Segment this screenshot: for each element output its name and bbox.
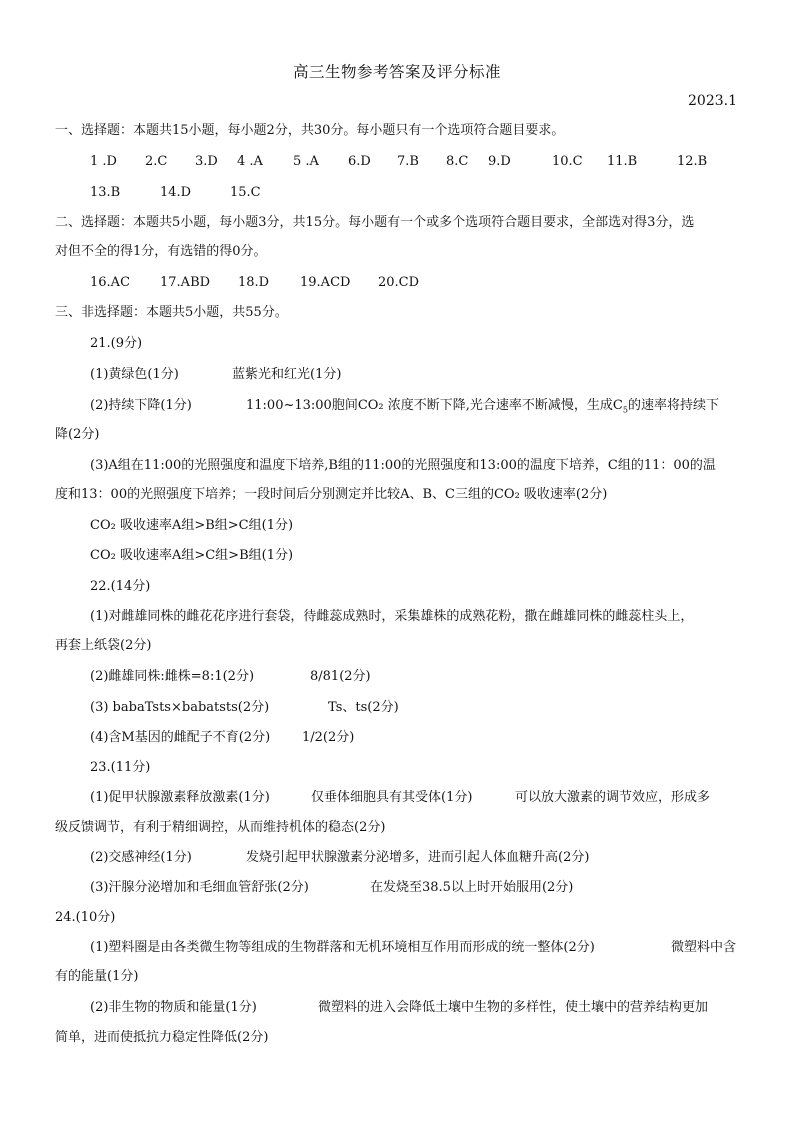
q22-answer2-left: (2)雌雄同株:雌株=8:1(2分): [90, 669, 255, 684]
q21-answer1-right: 蓝紫光和红光(1分): [232, 367, 342, 382]
answer-5: 5 .A: [293, 154, 319, 169]
q23-answer1-part2: 仅垂体细胞具有其受体(1分): [311, 790, 473, 805]
answer-20: 20.CD: [378, 275, 420, 290]
answer-10: 10.C: [552, 154, 583, 169]
q22-answer4-right: 1/2(2分): [302, 730, 355, 745]
q21-answer3-line2: 度和13：00的光照强度下培养；一段时间后分别测定并比较A、B、C三组的CO₂ 吸收速率(2分): [55, 487, 608, 502]
answer-18: 18.D: [238, 275, 270, 290]
q24-answer1-line2: 有的能量(1分): [55, 969, 139, 984]
q21-answer2-mid-post: 的速率将持续下: [627, 398, 719, 413]
q24-answer1-left: (1)塑料圈是由各类微生物等组成的生物群落和无机环境相互作用而形成的统一整体(2分): [90, 940, 595, 955]
answer-1: 1 .D: [90, 154, 117, 169]
q21-answer1-left: (1)黄绿色(1分): [90, 367, 179, 382]
section2-heading-line1: 二、选择题：本题共5小题，每小题3分，共15分。每小题有一个或多个选项符合题目要求，全部选对得3分，选: [55, 215, 695, 230]
q21-answer3-line4: CO₂ 吸收速率A组>C组>B组(1分): [90, 548, 294, 563]
q24-answer2-left: (2)非生物的物质和能量(1分): [90, 1000, 257, 1015]
q21-label: 21.(9分): [90, 336, 143, 351]
answer-8: 8.C: [446, 154, 469, 169]
q23-answer2-right: 发烧引起甲状腺激素分泌增多，进而引起人体血糖升高(2分): [246, 850, 590, 865]
q22-answer1-line1: (1)对雌雄同株的雌花花序进行套袋，待雌蕊成熟时，采集雄株的成熟花粉，撒在雌雄同株的雌蕊柱头上，: [90, 609, 694, 624]
section2-heading-line2: 对但不全的得1分，有选错的得0分。: [55, 244, 267, 259]
page-title: 高三生物参考答案及评分标准: [292, 63, 501, 81]
q23-answer1-part3: 可以放大激素的调节效应，形成多: [515, 790, 711, 805]
answer-9: 9.D: [488, 154, 511, 169]
q22-answer3-right: Ts、ts(2分): [328, 700, 399, 715]
answer-4: 4 .A: [237, 154, 263, 169]
q24-answer2-line2: 简单，进而使抵抗力稳定性降低(2分): [55, 1030, 269, 1045]
answer-11: 11.B: [607, 154, 638, 169]
answer-17: 17.ABD: [160, 275, 211, 290]
q23-answer1-line2: 级反馈调节，有利于精细调控，从而维持机体的稳态(2分): [55, 820, 386, 835]
q22-answer4-left: (4)含M基因的雌配子不育(2分): [90, 730, 271, 745]
q21-answer2-subscript: 5: [622, 405, 628, 415]
q22-answer2-right: 8/81(2分): [310, 669, 371, 684]
answer-14: 14.D: [160, 185, 192, 200]
answer-12: 12.B: [677, 154, 708, 169]
q23-answer3-right: 在发烧至38.5以上时开始服用(2分): [370, 880, 574, 895]
q21-answer2-mid: [246, 395, 719, 422]
q21-answer3-line1: (3)A组在11:00的光照强度和温度下培养,B组的11:00的光照强度和13:00的温度下培养，C组的11：00的温: [90, 458, 716, 473]
answer-13: 13.B: [90, 185, 121, 200]
answer-2: 2.C: [145, 154, 168, 169]
q24-answer1-right: 微塑料中含: [671, 940, 737, 955]
q23-answer2-left: (2)交感神经(1分): [90, 850, 192, 865]
answer-3: 3.D: [195, 154, 218, 169]
answer-15: 15.C: [230, 185, 261, 200]
q22-answer3-left: (3) babaTsts×babatsts(2分): [90, 700, 270, 715]
q21-answer2-mid-pre: 11:00~13:00胞间CO₂ 浓度不断下降,光合速率不断减慢，生成C: [246, 398, 623, 413]
q23-answer3-left: (3)汗腺分泌增加和毛细血管舒张(2分): [90, 880, 309, 895]
q24-label: 24.(10分): [55, 910, 116, 925]
q21-answer3-line3: CO₂ 吸收速率A组>B组>C组(1分): [90, 518, 294, 533]
q24-answer2-right: 微塑料的进入会降低土壤中生物的多样性，使土壤中的营养结构更加: [318, 1000, 709, 1015]
q23-label: 23.(11分): [90, 760, 151, 775]
q22-label: 22.(14分): [90, 579, 151, 594]
section3-heading: 三、非选择题：本题共5小题，共55分。: [55, 305, 288, 320]
q22-answer1-line2: 再套上纸袋(2分): [55, 638, 152, 653]
answer-6: 6.D: [348, 154, 371, 169]
answer-7: 7.B: [397, 154, 419, 169]
section1-heading: 一、选择题：本题共15小题，每小题2分，共30分。每小题只有一个选项符合题目要求。: [55, 123, 565, 138]
answer-16: 16.AC: [90, 275, 131, 290]
q23-answer1-part1: (1)促甲状腺激素释放激素(1分): [90, 790, 270, 805]
answer-19: 19.ACD: [300, 275, 351, 290]
q21-answer2-left: (2)持续下降(1分): [90, 398, 192, 413]
q21-answer2-line2: 降(2分): [55, 427, 100, 442]
document-date: 2023.1: [688, 93, 737, 109]
